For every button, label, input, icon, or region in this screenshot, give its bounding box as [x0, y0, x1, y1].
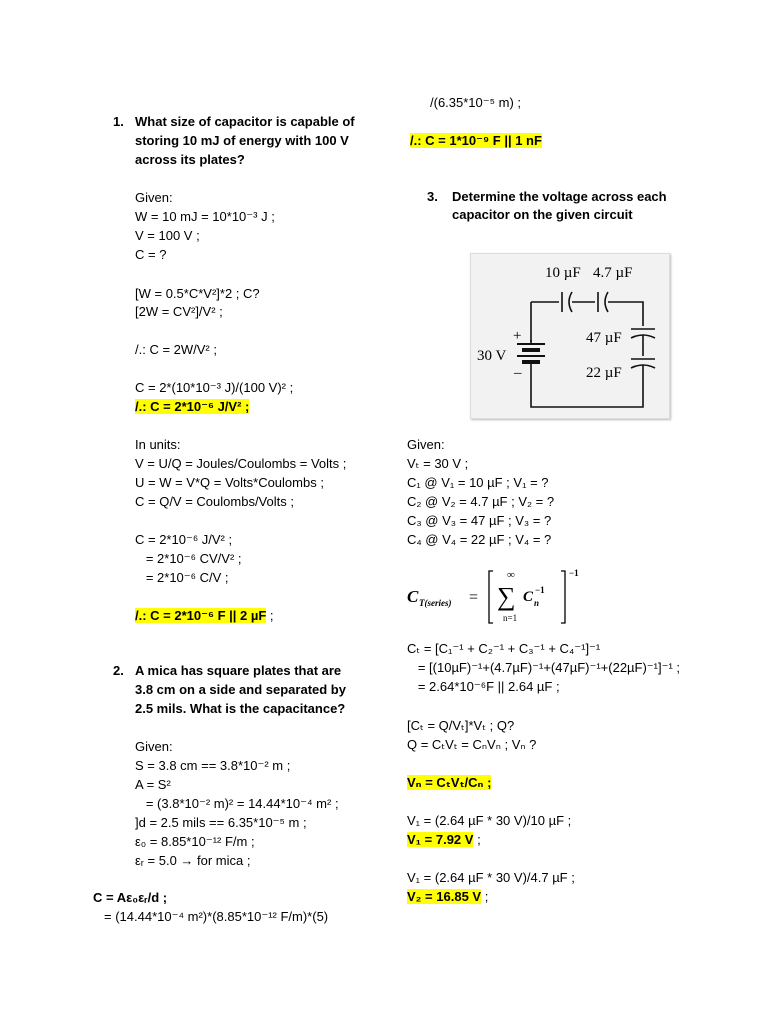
formula-right-bracket: [561, 571, 565, 623]
q1-result-1: /.: C = 2*10⁻⁶ J/V² ;: [135, 399, 250, 414]
formula-sigma: ∑: [497, 582, 516, 611]
q1-units-label: In units:: [135, 437, 181, 452]
formula-term: C: [523, 589, 534, 605]
c2-label: 4.7 µF: [593, 265, 633, 281]
question-1-number: 1.: [113, 114, 124, 129]
question-3-line-2: capacitor on the given circuit: [452, 207, 633, 222]
q3-given-c3: C₃ @ V₃ = 47 µF ; V₃ = ?: [407, 513, 552, 528]
q1-units-line-1: V = U/Q = Joules/Coulombs = Volts ;: [135, 456, 347, 471]
c3-label: 47 µF: [586, 330, 622, 346]
q2-formula-denominator: /(6.35*10⁻⁵ m) ;: [430, 95, 522, 110]
q3-v1-result: V₁ = 7.92 V: [407, 832, 474, 847]
q3-given-vt: Vₜ = 30 V ;: [407, 456, 469, 471]
q1-step-2: [2W = CV²]/V² ;: [135, 304, 223, 319]
q2-given-label: Given:: [135, 739, 173, 754]
q3-calc-2: = [(10µF)⁻¹+(4.7µF)⁻¹+(47µF)⁻¹+(22µF)⁻¹]⁻¹ ;: [407, 660, 681, 675]
question-2-line-1: A mica has square plates that are: [135, 663, 342, 678]
q3-v2-calc: V₁ = (2.64 µF * 30 V)/4.7 µF ;: [407, 870, 575, 885]
c4-label: 22 µF: [586, 365, 622, 381]
plus-sign: +: [513, 328, 522, 344]
q2-formula-cont: = (14.44*10⁻⁴ m²)*(8.85*10⁻¹² F/m)*(5): [104, 909, 329, 924]
q1-step-1: [W = 0.5*C*V²]*2 ; C?: [135, 286, 260, 301]
question-1-line-3: across its plates?: [135, 152, 245, 167]
q3-v1-tail: ;: [473, 832, 481, 847]
q1-step-3: /.: C = 2W/V² ;: [135, 342, 217, 357]
series-capacitance-formula: [405, 565, 595, 629]
q3-given-c4: C₄ @ V₄ = 22 µF ; V₄ = ?: [407, 532, 552, 547]
c1-label: 10 µF: [545, 265, 581, 281]
q1-given-w: W = 10 mJ = 10*10⁻³ J ;: [135, 209, 275, 224]
q3-given-c2: C₂ @ V₂ = 4.7 µF ; V₂ = ?: [407, 494, 555, 509]
q3-v1-calc: V₁ = (2.64 µF * 30 V)/10 µF ;: [407, 813, 572, 828]
q2-given-er: εᵣ = 5.0 → for mica ;: [135, 853, 251, 868]
formula-outer-exp: −1: [569, 568, 579, 578]
q1-given-label: Given:: [135, 190, 173, 205]
question-1-line-1: What size of capacitor is capable of: [135, 114, 355, 129]
formula-lhs: C: [407, 587, 419, 606]
minus-sign: –: [514, 365, 522, 381]
q1-given-v: V = 100 V ;: [135, 228, 200, 243]
question-1-line-2: storing 10 mJ of energy with 100 V: [135, 133, 349, 148]
q1-units-line-2: U = W = V*Q = Volts*Coulombs ;: [135, 475, 324, 490]
circuit-diagram: [470, 253, 670, 419]
q1-result-2-tail: ;: [266, 608, 274, 623]
q2-given-e0: ε₀ = 8.85*10⁻¹² F/m ;: [135, 834, 255, 849]
formula-left-bracket: [489, 571, 493, 623]
q1-derive-2: = 2*10⁻⁶ CV/V² ;: [135, 551, 242, 566]
q2-given-a: A = S²: [135, 777, 171, 792]
q3-vn-formula: Vₙ = CₜVₜ/Cₙ ;: [407, 775, 492, 790]
q3-v2-result: V₂ = 16.85 V: [407, 889, 482, 904]
question-2-number: 2.: [113, 663, 124, 678]
q3-calc-3: = 2.64*10⁻⁶F || 2.64 µF ;: [407, 679, 560, 694]
formula-equals: =: [469, 589, 479, 606]
question-3-line-1: Determine the voltage across each: [452, 189, 667, 204]
q1-step-4: C = 2*(10*10⁻³ J)/(100 V)² ;: [135, 380, 294, 395]
formula-term-sub: n: [534, 598, 540, 608]
formula-lhs-sub: T(series): [419, 598, 452, 608]
question-2-line-3: 2.5 mils. What is the capacitance?: [135, 701, 346, 716]
q2-given-a-calc: = (3.8*10⁻² m)² = 14.44*10⁻⁴ m² ;: [135, 796, 339, 811]
formula-term-exp: −1: [535, 585, 545, 595]
source-label: 30 V: [477, 348, 507, 364]
q3-given-label: Given:: [407, 437, 445, 452]
q3-given-c1: C₁ @ V₁ = 10 µF ; V₁ = ?: [407, 475, 549, 490]
q3-v2-tail: ;: [481, 889, 489, 904]
q3-q-line-2: Q = CₜVₜ = CₙVₙ ; Vₙ ?: [407, 737, 537, 752]
q1-derive-1: C = 2*10⁻⁶ J/V² ;: [135, 532, 233, 547]
wire-top-right: [608, 302, 643, 326]
q2-formula: C = Aε₀εᵣ/d ;: [93, 890, 168, 905]
q1-derive-3: = 2*10⁻⁶ C/V ;: [135, 570, 229, 585]
formula-sum-bottom: n=1: [503, 613, 518, 623]
q2-result: /.: C = 1*10⁻⁹ F || 1 nF: [410, 133, 542, 148]
q1-units-line-3: C = Q/V = Coulombs/Volts ;: [135, 494, 294, 509]
c1-plate-right: [569, 292, 572, 312]
question-3-number: 3.: [427, 189, 438, 204]
q2-given-d: ]d = 2.5 mils == 6.35*10⁻⁵ m ;: [135, 815, 307, 830]
formula-sum-top: ∞: [507, 569, 515, 581]
q2-given-s: S = 3.8 cm == 3.8*10⁻² m ;: [135, 758, 291, 773]
q1-result-2: /.: C = 2*10⁻⁶ F || 2 µF: [135, 608, 267, 623]
question-2-line-2: 3.8 cm on a side and separated by: [135, 682, 346, 697]
battery: [517, 340, 545, 368]
c2-plate-right: [605, 292, 608, 312]
q1-given-c: C = ?: [135, 247, 167, 262]
q3-calc-1: Cₜ = [C₁⁻¹ + C₂⁻¹ + C₃⁻¹ + C₄⁻¹]⁻¹: [407, 641, 601, 656]
q3-q-line-1: [Cₜ = Q/Vₜ]*Vₜ ; Q?: [407, 718, 515, 733]
